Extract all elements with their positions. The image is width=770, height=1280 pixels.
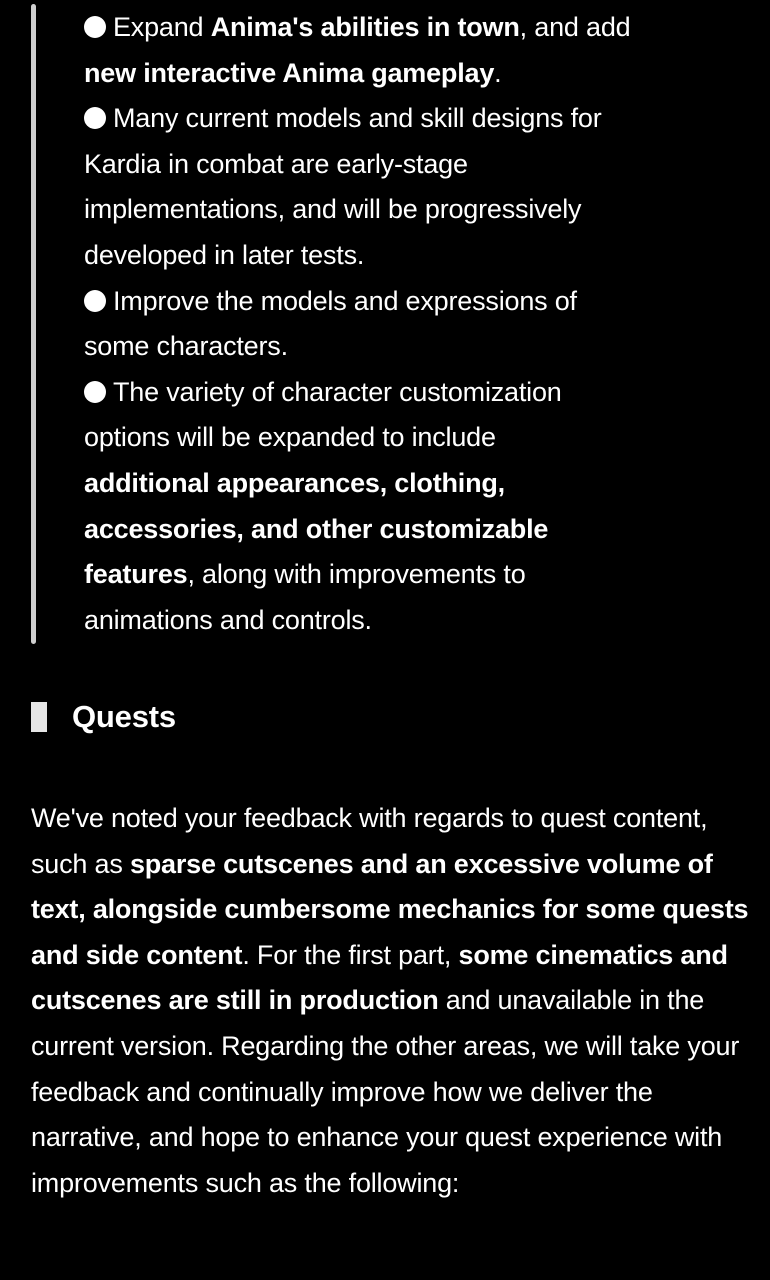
bullet-item-customization: The variety of character customization options will be expanded to include additional appearances, clothing, accessories, and other customizable features, along with improvements to animations and controls. [84,376,562,635]
bullet-item-models: Improve the models and expressions of some characters. [84,285,577,362]
bullet-item-anima: Expand Anima's abilities in town, and add new interactive Anima gameplay. [84,12,631,88]
section-heading [31,694,731,742]
bold-text: new interactive Anima gameplay [84,57,495,88]
bullet-item-kardia: Many current models and skill designs for Kardia in combat are early-stage implementations, and will be progressively developed in later tests. [84,103,602,270]
bold-text: some cinematics and cutscenes are still in production [31,939,728,1016]
bold-text: sparse cutscenes and an excessive volume of text, alongside cumbersome mechanics for some quests and side content [31,848,749,970]
quests-paragraph: We've noted your feedback with regards to quest content, such as sparse cutscenes and an excessive volume of text, alongside cumbersome mechanics for some quests and side content. For the first part, some cinematics and cutscenes are still in production and unavailable in the current version. Regarding the other areas, we will take your feedback and continually improve how we deliver the narrative, and hope to enhance your quest experience with improvements such as the following: [31,803,749,1198]
bold-text: additional appearances, clothing, accessories, and other customizable features [84,467,549,590]
quote-bar [31,4,36,644]
bullet-dot-icon [84,107,106,129]
bullet-list [84,5,764,643]
bullet-dot-icon [84,381,106,403]
section-marker-icon [31,702,47,732]
bullet-dot-icon [84,290,106,312]
bold-text: Anima's abilities in town [210,12,520,42]
section-title: Quests [72,699,176,734]
bullet-dot-icon [84,16,106,38]
